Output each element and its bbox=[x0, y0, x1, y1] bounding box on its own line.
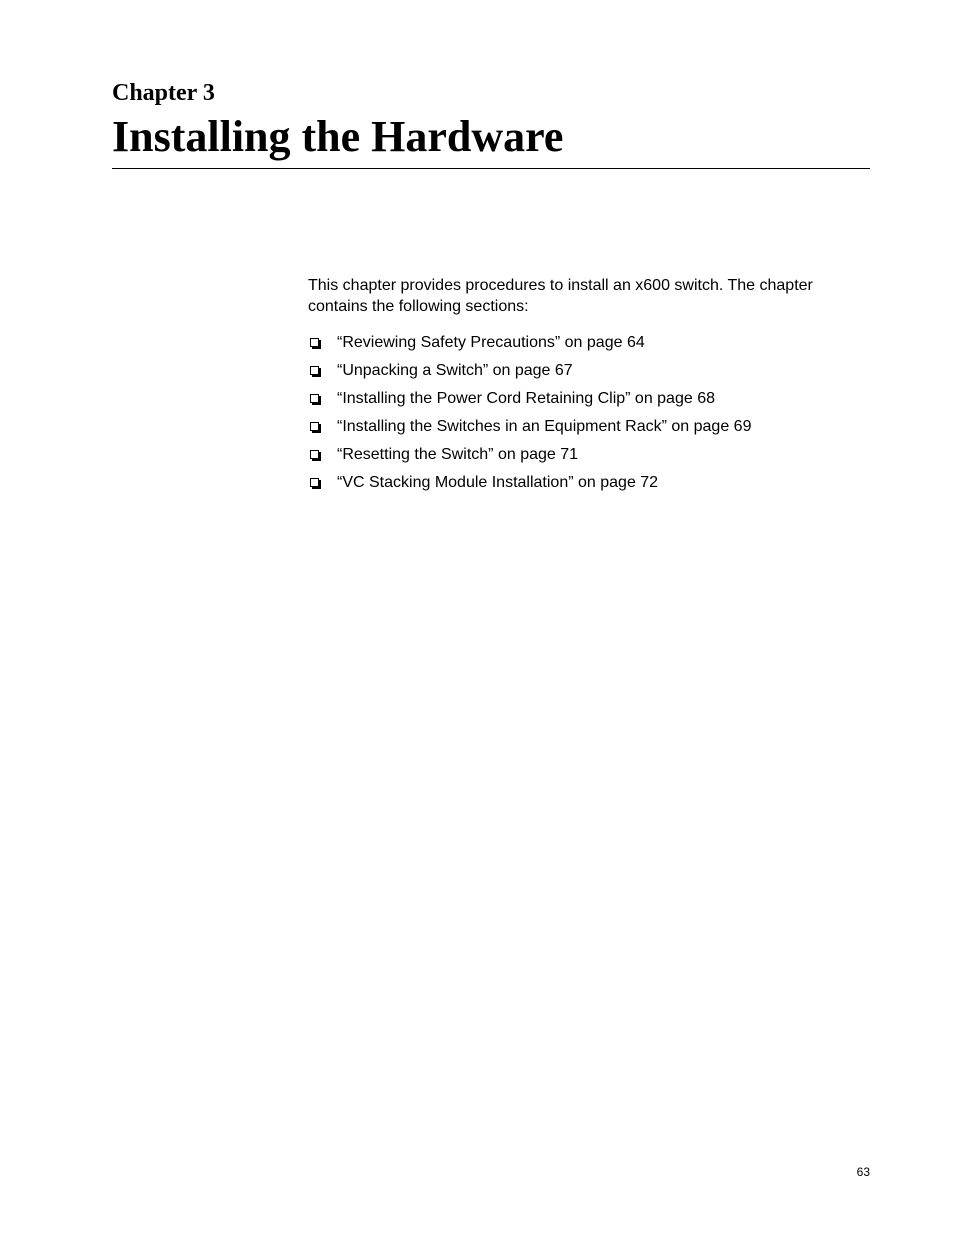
section-link[interactable]: “Unpacking a Switch” on page 67 bbox=[337, 362, 573, 379]
section-link[interactable]: “Reviewing Safety Precautions” on page 64 bbox=[337, 334, 645, 351]
section-list bbox=[308, 333, 870, 501]
chapter-title: Installing the Hardware bbox=[112, 112, 564, 161]
chapter-label: Chapter 3 bbox=[112, 80, 215, 106]
section-link[interactable]: “Installing the Power Cord Retaining Clip” on page 68 bbox=[337, 390, 715, 407]
checkbox-icon bbox=[310, 338, 319, 347]
checkbox-icon bbox=[310, 394, 319, 403]
list-item bbox=[308, 417, 870, 445]
section-link[interactable]: “Installing the Switches in an Equipment Rack” on page 69 bbox=[337, 418, 752, 435]
checkbox-icon bbox=[310, 450, 319, 459]
list-item bbox=[308, 333, 870, 361]
title-divider bbox=[112, 168, 870, 169]
checkbox-icon bbox=[310, 478, 319, 487]
checkbox-icon bbox=[310, 366, 319, 375]
list-item bbox=[308, 361, 870, 389]
intro-paragraph: This chapter provides procedures to install an x600 switch. The chapter contains the following sections: bbox=[308, 277, 813, 315]
list-item bbox=[308, 389, 870, 417]
checkbox-icon bbox=[310, 422, 319, 431]
section-link[interactable]: “VC Stacking Module Installation” on page 72 bbox=[337, 474, 659, 491]
section-link[interactable]: “Resetting the Switch” on page 71 bbox=[337, 446, 579, 463]
page-number: 63 bbox=[856, 1165, 870, 1179]
list-item bbox=[308, 473, 870, 501]
list-item bbox=[308, 445, 870, 473]
